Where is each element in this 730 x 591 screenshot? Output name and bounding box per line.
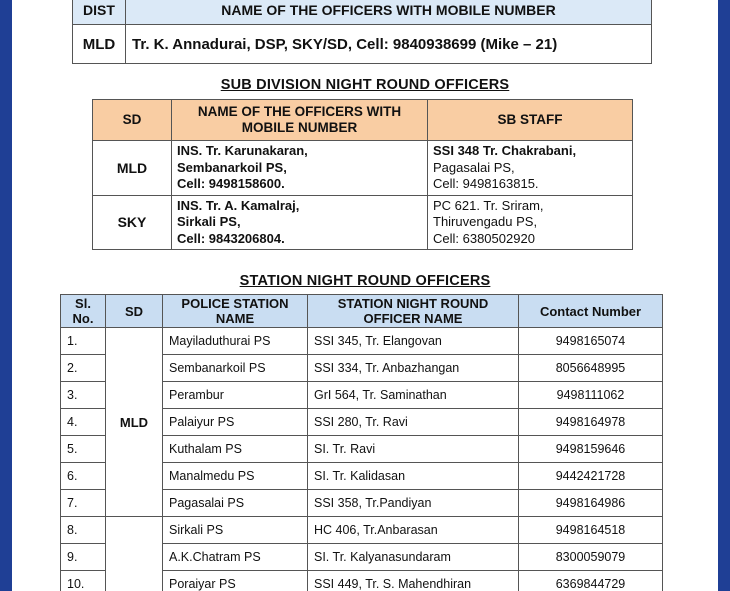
staff-station: Pagasalai PS,: [433, 159, 515, 175]
police-station-cell: Perambur: [163, 382, 308, 409]
sb-staff-cell: [428, 195, 633, 250]
officer-name-cell: SI. Tr. Ravi: [308, 436, 519, 463]
police-station-cell: Sirkali PS: [163, 517, 308, 544]
station-officer-table: [60, 294, 663, 591]
contact-number-cell: 8300059079: [519, 544, 663, 571]
staff-cell-number: Cell: 9498163815.: [433, 176, 539, 191]
sb-staff-cell: [428, 141, 633, 196]
table-row: [61, 328, 663, 355]
column-header-police-station: POLICE STATION NAME: [163, 295, 308, 328]
row-number: 3.: [61, 382, 106, 409]
row-number: 4.: [61, 409, 106, 436]
district-officer-table: [72, 0, 652, 64]
row-number: 2.: [61, 355, 106, 382]
column-header-sb-staff: SB STAFF: [428, 100, 633, 141]
sd-group-cell: [106, 517, 163, 591]
officer-cell: Tr. K. Annadurai, DSP, SKY/SD, Cell: 9840938699 (Mike – 21): [126, 25, 652, 64]
contact-number-cell: 6369844729: [519, 571, 663, 591]
staff-name: PC 621. Tr. Sriram,: [433, 197, 544, 213]
staff-cell-number: Cell: 6380502920: [433, 230, 535, 246]
contact-number-cell: 9498111062: [519, 382, 663, 409]
table-header-row: [61, 295, 663, 328]
row-number: 6.: [61, 463, 106, 490]
contact-number-cell: 9498164986: [519, 490, 663, 517]
row-number: 7.: [61, 490, 106, 517]
officer-name-cell: SSI 449, Tr. S. Mahendhiran: [308, 571, 519, 591]
table-row: [61, 517, 663, 544]
sub-division-title: SUB DIVISION NIGHT ROUND OFFICERS: [220, 77, 510, 93]
table-row: [93, 195, 633, 250]
row-number: 10.: [61, 571, 106, 591]
table-header-row: [93, 100, 633, 141]
police-station-cell: Manalmedu PS: [163, 463, 308, 490]
staff-station: Thiruvengadu PS,: [433, 214, 538, 229]
sd-cell: MLD: [93, 141, 172, 196]
row-number: 1.: [61, 328, 106, 355]
contact-number-cell: 9442421728: [519, 463, 663, 490]
column-header-sd: SD: [93, 100, 172, 141]
police-station-cell: A.K.Chatram PS: [163, 544, 308, 571]
officer-cell-number: Cell: 9498158600.: [177, 176, 285, 191]
column-header-officer: NAME OF THE OFFICERS WITH MOBILE NUMBER: [172, 100, 428, 141]
column-header-sl-no: Sl. No.: [61, 295, 106, 328]
police-station-cell: Sembanarkoil PS: [163, 355, 308, 382]
officer-name-cell: SSI 334, Tr. Anbazhangan: [308, 355, 519, 382]
sd-group-cell: MLD: [106, 328, 163, 517]
officer-cell-number: Cell: 9843206804.: [177, 230, 285, 246]
column-header-dist: DIST: [73, 0, 126, 25]
row-number: 5.: [61, 436, 106, 463]
officer-name: INS. Tr. A. Kamalraj,: [177, 197, 300, 213]
station-title: STATION NIGHT ROUND OFFICERS: [239, 273, 491, 289]
column-header-officer-name: STATION NIGHT ROUND OFFICER NAME: [308, 295, 519, 328]
officer-name-cell: SI. Tr. Kalidasan: [308, 463, 519, 490]
table-row: [93, 141, 633, 196]
police-station-cell: Kuthalam PS: [163, 436, 308, 463]
document-page: [12, 0, 718, 591]
police-station-cell: Palaiyur PS: [163, 409, 308, 436]
officer-name-cell: GrI 564, Tr. Saminathan: [308, 382, 519, 409]
officer-name-cell: SSI 358, Tr.Pandiyan: [308, 490, 519, 517]
contact-number-cell: 9498164518: [519, 517, 663, 544]
officer-name-cell: SSI 345, Tr. Elangovan: [308, 328, 519, 355]
column-header-contact: Contact Number: [519, 295, 663, 328]
police-station-cell: Poraiyar PS: [163, 571, 308, 591]
dist-cell: MLD: [73, 25, 126, 64]
officer-name: INS. Tr. Karunakaran,: [177, 143, 308, 158]
officer-station: Sirkali PS,: [177, 214, 241, 229]
contact-number-cell: 9498164978: [519, 409, 663, 436]
officer-cell: [172, 195, 428, 250]
officer-name-cell: SI. Tr. Kalyanasundaram: [308, 544, 519, 571]
staff-name: SSI 348 Tr. Chakrabani,: [433, 143, 577, 158]
row-number: 9.: [61, 544, 106, 571]
police-station-cell: Mayiladuthurai PS: [163, 328, 308, 355]
contact-number-cell: 9498159646: [519, 436, 663, 463]
officer-name-cell: SSI 280, Tr. Ravi: [308, 409, 519, 436]
column-header-sd: SD: [106, 295, 163, 328]
sd-cell: SKY: [93, 195, 172, 250]
contact-number-cell: 9498165074: [519, 328, 663, 355]
contact-number-cell: 8056648995: [519, 355, 663, 382]
table-row: [73, 25, 652, 64]
table-header-row: [73, 0, 652, 25]
sub-division-table: [92, 99, 633, 250]
officer-station: Sembanarkoil PS,: [177, 159, 287, 175]
officer-cell: [172, 141, 428, 196]
row-number: 8.: [61, 517, 106, 544]
column-header-officer: NAME OF THE OFFICERS WITH MOBILE NUMBER: [126, 0, 652, 25]
officer-name-cell: HC 406, Tr.Anbarasan: [308, 517, 519, 544]
police-station-cell: Pagasalai PS: [163, 490, 308, 517]
